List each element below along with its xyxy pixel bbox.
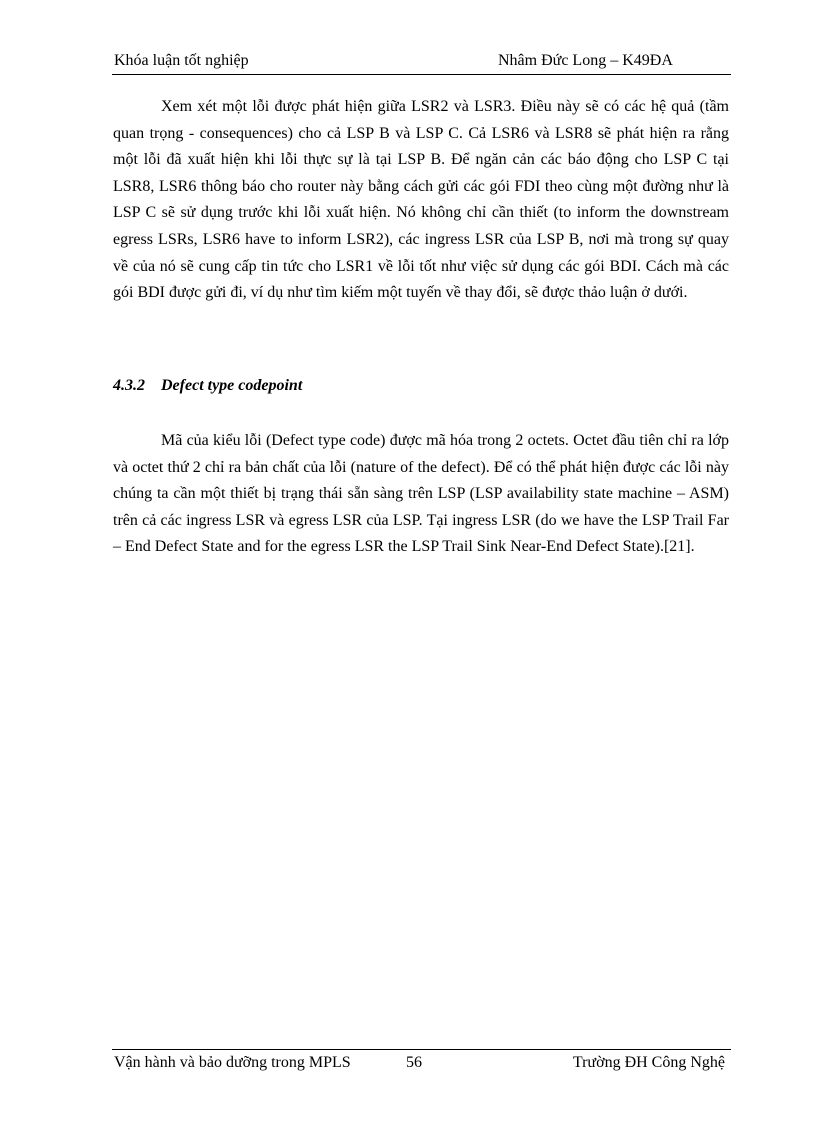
section-title: Defect type codepoint bbox=[161, 377, 303, 394]
header-thesis-title: Khóa luận tốt nghiệp bbox=[114, 52, 249, 69]
page-header bbox=[112, 50, 731, 75]
section-heading bbox=[113, 377, 302, 395]
footer-university: Trường ĐH Công Nghệ bbox=[572, 1054, 725, 1071]
paragraph-2: Mã của kiểu lỗi (Defect type code) được mã hóa trong 2 octets. Octet đầu tiên chỉ ra lớp và octet thứ 2 chỉ ra bản chất của lỗi (nature of the defect). Để có thể phát hiện được các lỗi này chúng ta cần một thiết bị trạng thái sẵn sàng trên LSP (LSP availability state machine – ASM) trên cả các ingress LSR và egress LSR của LSP. Tại ingress LSR (do we have the LSP Trail Far – End Defect State and for the egress LSR the LSP Trail Sink Near-End Defect State).[21]. bbox=[113, 432, 729, 556]
paragraph-1: Xem xét một lỗi được phát hiện giữa LSR2 và LSR3. Điều này sẽ có các hệ quả (tầm quan trọng - consequences) cho cả LSP B và LSP C. Cả LSR6 và LSR8 sẽ phát hiện ra rằng một lỗi đã xuất hiện khi lỗi thực sự là tại LSP B. Để ngăn cản các báo động cho LSP C tại LSR8, LSR6 thông báo cho router này bằng cách gửi các gói FDI theo cùng một đường như là LSP C sẽ sử dụng trước khi lỗi xuất hiện. Nó không chỉ cần thiết (to inform the downstream egress LSRs, LSR6 have to inform LSR2), các ingress LSR của LSP B, nơi mà trong sự quay về của nó sẽ cung cấp tin tức cho LSR1 về lỗi tốt như việc sử dụng các gói BDI. Cách mà các gói BDI được gửi đi, ví dụ như tìm kiếm một tuyến về thay đổi, sẽ được thảo luận ở dưới. bbox=[113, 98, 729, 302]
header-author: Nhâm Đức Long – K49ĐA bbox=[498, 52, 673, 69]
page-footer bbox=[112, 1049, 731, 1076]
page-number: 56 bbox=[406, 1054, 422, 1071]
footer-course-title: Vận hành và bảo dưỡng trong MPLS bbox=[114, 1054, 351, 1071]
section-number: 4.3.2 bbox=[113, 377, 145, 394]
